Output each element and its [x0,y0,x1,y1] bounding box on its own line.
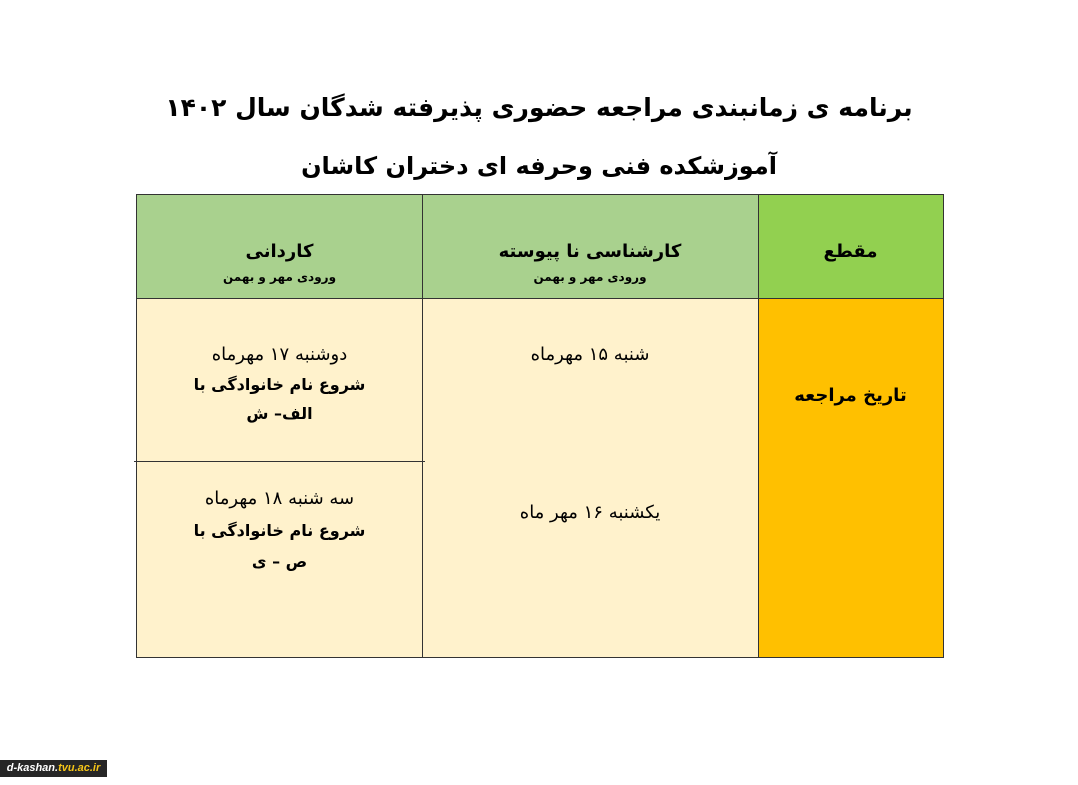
table-divider-2 [758,194,759,658]
kardani-date-2: سه شنبه ۱۸ مهرماه [204,488,355,509]
table-border-bottom [136,657,944,658]
header-kardani-label: کاردانی [245,241,314,262]
site-watermark [0,760,107,777]
kardani-letters-1: الف– ش [246,404,313,423]
karshenasi-date-1: شنبه ۱۵ مهرماه [530,344,650,365]
header-karshenasi-label: کارشناسی نا پیوسته [498,241,682,262]
table-border-top [136,194,944,195]
page-subtitle: آموزشکده فنی وحرفه ای دختران کاشان [301,152,777,180]
header-cell-maqta [758,195,943,298]
table-border-right [943,194,944,658]
karshenasi-cell [422,298,758,658]
site-suffix: tvu.ac.ir [58,762,101,774]
kardani-letters-2: ص – ی [251,552,308,571]
kardani-note-2: شروع نام خانوادگی با [193,521,366,540]
row-label-cell [758,298,943,658]
kardani-block-2 [137,488,422,571]
header-cell-kardani [137,195,422,298]
header-maqta-label: مقطع [823,241,878,262]
karshenasi-date-2: یکشنبه ۱۶ مهر ماه [519,502,661,523]
kardani-date-1: دوشنبه ۱۷ مهرماه [211,344,348,365]
kardani-cell [137,298,422,658]
table-border-left [136,194,137,658]
header-kardani-sublabel: ورودی مهر و بهمن [222,270,337,284]
header-karshenasi-sublabel: ورودی مهر و بهمن [533,270,647,284]
kardani-split-line [134,461,425,462]
kardani-block-1 [137,344,422,423]
table-border-header-bottom [136,298,944,299]
row-label: تاریخ مراجعه [794,385,907,406]
site-prefix: d-kashan. [6,762,59,774]
header-cell-karshenasi [422,195,758,298]
page-title: برنامه ی زمانبندی مراجعه حضوری پذیرفته شدگان سال ۱۴۰۲ [165,93,913,122]
kardani-note-1: شروع نام خانوادگی با [193,375,366,394]
table-divider-1 [422,194,423,658]
